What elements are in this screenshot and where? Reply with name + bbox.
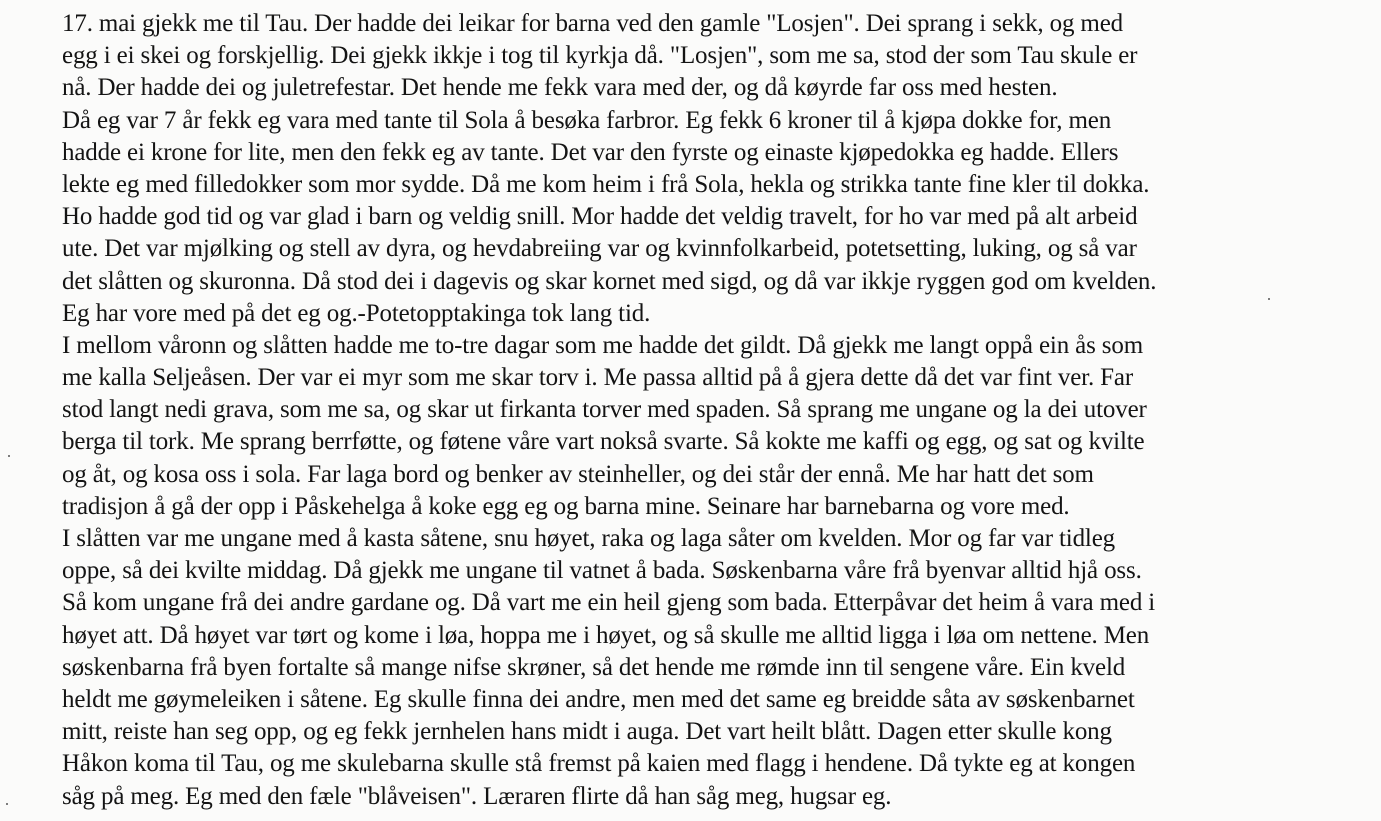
document-text [62,8,1372,813]
text-line: heldt me gøymeleiken i såtene. Eg skulle finna dei andre, men med det same eg breidde såta av søskenbarnet [62,685,1135,713]
text-line: I slåtten var me ungane med å kasta såtene, snu høyet, raka og laga såter om kvelden. Mor og far var tidleg [62,525,1116,552]
text-line: me kalla Seljeåsen. Der var ei myr som me skar torv i. Me passa alltid på å gjera dette då det var fint ver. Far [62,364,1134,392]
text-line: såg på meg. Eg med den fæle "blåveisen". Læraren flirte då han såg meg, hugsar eg. [62,782,892,810]
text-line: hadde ei krone for lite, men den fekk eg av tante. Det var den fyrste og einaste kjøpedokka eg hadde. Ellers [62,138,1119,166]
text-line: berga til tork. Me sprang berrføtte, og føtene våre vart nokså svarte. Så kokte me kaffi og egg, og sat og kvilte [62,428,1145,456]
text-line: stod langt nedi grava, som me sa, og skar ut firkanta torver med spaden. Så sprang me ungane og la dei utover [62,396,1147,424]
text-line: søskenbarna frå byen fortalte så mange nifse skrøner, så det hende me rømde inn til sengene våre. Ein kveld [62,653,1126,681]
text-line: Så kom ungane frå dei andre gardane og. Då vart me ein heil gjeng som bada. Etterpåvar det heim å vara med i [62,589,1156,617]
text-line: I mellom våronn og slåtten hadde me to-tre dagar som me hadde det gildt. Då gjekk me langt oppå ein ås som [62,331,1144,359]
text-line: 17. mai gjekk me til Tau. Der hadde dei leikar for barna ved den gamle "Losjen". Dei sprang i sekk, og med [62,10,1124,37]
scan-speck [6,803,8,805]
text-line: lekte eg med filledokker som mor sydde. Då me kom heim i frå Sola, hekla og strikka tante fine kler til dokka. [62,170,1150,198]
text-line: egg i ei skei og forskjellig. Dei gjekk ikkje i tog til kyrkja då. "Losjen", som me sa, stod der som Tau skule er [62,42,1138,70]
text-line: mitt, reiste han seg opp, og eg fekk jernhelen hans midt i auga. Det vart heilt blått. Dagen etter skulle kong [62,718,1112,746]
text-line: Då eg var 7 år fekk eg vara med tante til Sola å besøka farbror. Eg fekk 6 kroner til å kjøpa dokke for, men [62,106,1112,134]
text-line: høyet att. Då høyet var tørt og kome i løa, hoppa me i høyet, og så skulle me alltid ligga i løa om nettene. Men [62,621,1150,649]
text-line: Ho hadde god tid og var glad i barn og veldig snill. Mor hadde det veldig travelt, for ho var med på alt arbeid [62,203,1138,231]
text-line: og åt, og kosa oss i sola. Far laga bord og benker av steinheller, og dei står der ennå. Me har hatt det som [62,460,1094,488]
scan-speck [8,455,10,457]
text-line: oppe, så dei kvilte middag. Då gjekk me ungane til vatnet å bada. Søskenbarna våre frå byenvar alltid hjå oss. [62,557,1142,585]
text-line: tradisjon å gå der opp i Påskehelga å koke egg eg og barna mine. Seinare har barnebarna og vore med. [62,492,1070,520]
text-line: det slåtten og skuronna. Då stod dei i dagevis og skar kornet med sigd, og då var ikkje ryggen god om kvelden. [62,267,1157,295]
text-line: nå. Der hadde dei og juletrefestar. Det hende me fekk vara med der, og då køyrde far oss med hesten. [62,74,1058,102]
text-line: ute. Det var mjølking og stell av dyra, og hevdabreiing var og kvinnfolkarbeid, potetsetting, luking, og så var [62,235,1137,263]
scan-speck [1268,298,1270,300]
text-line: Håkon koma til Tau, og me skulebarna skulle stå fremst på kaien med flagg i hendene. Då tykte eg at kongen [62,750,1136,778]
text-line: Eg har vore med på det eg og.-Potetopptakinga tok lang tid. [62,299,651,327]
